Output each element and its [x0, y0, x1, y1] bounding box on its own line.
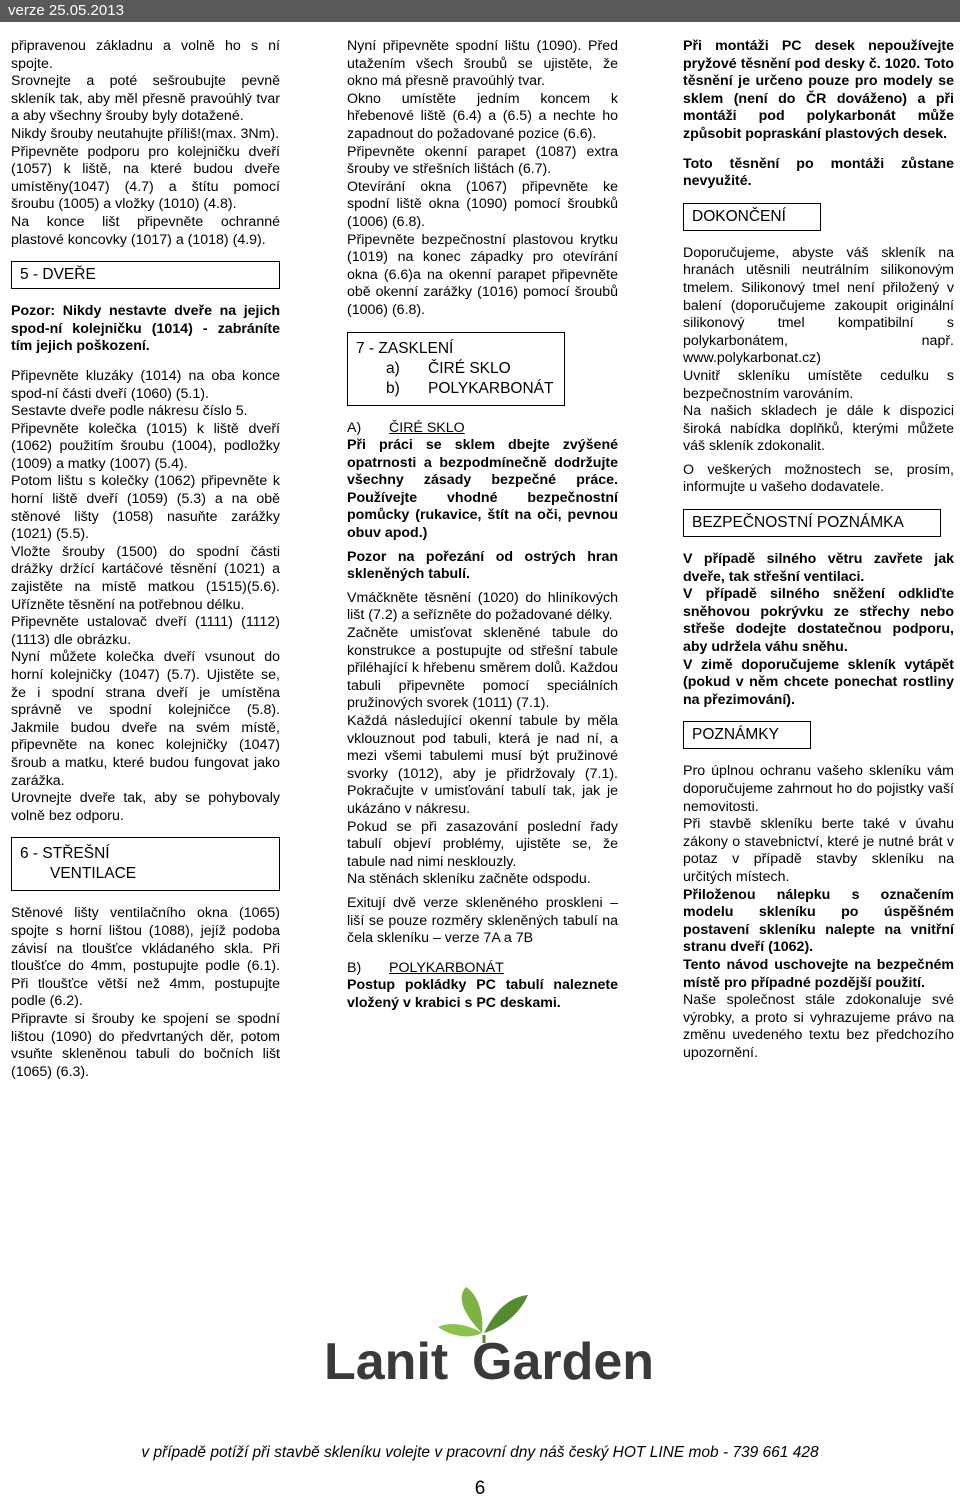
section-7-title: 7 - ZASKLENÍ — [356, 339, 454, 357]
paragraph: Sestavte dveře podle nákresu číslo 5. — [11, 403, 248, 420]
paragraph: Okno umístěte jedním koncem k hřebenové liště (6.4) a (6.5) a nechte ho zapadnout do požadované pozice (6.6). — [347, 90, 618, 142]
paragraph: Při stavbě skleníku berte také v úvahu zákony o stavebnictví, které je nutné brát v potaz v případě stavby skleníku na určitých místech. — [683, 816, 954, 885]
page-number: 6 — [474, 1478, 486, 1499]
paragraph: Připevněte kluzáky (1014) na oba konce spod-ní části dveří (1060) (5.1). — [11, 367, 280, 402]
paragraph: Doporučujeme, abyste váš skleník na hranách utěsnili neutrálním silikonovým tmelem. Silikonový tmel není přiložený v balení (doporučujeme zakoupit originální silikonový tmel kompatibilní s polykarbonátem, např. www.polykarbonat.cz) — [683, 244, 954, 367]
subsection-a-label: A) — [347, 419, 362, 436]
lanitgarden-logo — [314, 1285, 654, 1385]
version-label: verze 25.05.2013 — [8, 2, 124, 19]
paragraph: Potom lištu s kolečky (1062) připevněte k horní liště dveří (1059) (5.3) a na obě stěnové lišty (1058) nasuňte zarážky (1021) (5.5). — [11, 473, 280, 543]
notes-title: POZNÁMKY — [692, 726, 779, 744]
glass-safety-note: Při práci se sklem dbejte zvýšené opatrnosti a bezpodmínečně dodržujte všechny zásady bezpečné práce. Používejte vhodné bezpečnostní pomůcky (rukavice, štít na oči, pevnou obuv apod.) — [347, 437, 618, 542]
column-1 — [11, 38, 280, 1081]
paragraph: Uvnitř skleníku umístěte cedulku s bezpečnostním varováním. — [683, 367, 954, 402]
paragraph: O veškerých možnostech se, prosím, informujte u vašeho dodavatele. — [683, 461, 954, 496]
paragraph: Na stěnách skleníku začněte odspodu. — [347, 871, 591, 888]
paragraph: Připevněte ustalovač dveří (1111) (1112) (1113) dle obrázku. — [11, 614, 280, 648]
safety-note-title: BEZPEČNOSTNÍ POZNÁMKA — [692, 514, 904, 532]
paragraph: Otevírání okna (1067) připevněte ke spodní liště okna (1090) pomocí šroubků (1006) (6.8). — [347, 178, 618, 230]
paragraph: Stěnové lišty ventilačního okna (1065) spojte s horní lištou (1088), jejíž podoba závisí na tloušťce vkládaného skla. Při tloušťce do 4mm, postupujte podle (6.1). Při tloušťce větší než 4mm, postupujte podle (6.2). — [11, 905, 280, 1010]
section-7-heading-box — [347, 332, 565, 406]
logo-graphic — [314, 1285, 654, 1385]
subsection-b-title: POLYKARBONÁT — [389, 959, 504, 976]
paragraph: Urovnejte dveře tak, aby se pohybovaly volně bez odporu. — [11, 790, 280, 824]
column-2 — [347, 38, 618, 1013]
section-5-heading-box — [11, 261, 280, 289]
notes-heading-box — [683, 721, 811, 749]
version-header-bar — [0, 0, 960, 22]
dokonceni-heading-box — [683, 203, 821, 231]
pc-seal-note: Při montáži PC desek nepoužívejte pryžové těsnění pod desky č. 1020. Toto těsnění je určeno pouze pro modely se sklem (není do ČR dováženo) a při montáži pod polykarbonát může způsobit popraskání plastových desek. — [683, 38, 954, 142]
paragraph: Každá následující okenní tabule by měla vklouznout pod tabuli, která je nad ní, a mezi všemi tabulemi musí být pružinové svorky (1012), aby je přidržovaly (7.1). Pokračujte v umisťování tabulí tak, jak je ukázáno v nákresu. — [347, 713, 618, 817]
paragraph: Na konce lišt připevněte ochranné plastové koncovky (1017) a (1018) (4.9). — [11, 213, 280, 248]
subsection-a-title: ČIRÉ SKLO — [389, 419, 465, 436]
pc-instructions-note: Postup pokládky PC tabulí naleznete vložený v krabici s PC deskami. — [347, 977, 618, 1011]
dokonceni-title: DOKONČENÍ — [692, 207, 786, 225]
snow-warning: V případě silného sněžení odkliďte sněhovou pokrývku ze střechy nebo střeše dodejte dostatečnou podporu, aby udržela váhu sněhu. — [683, 586, 954, 656]
paragraph: Vmáčkněte těsnění (1020) do hliníkových lišt (7.2) a seřízněte do požadované délky. — [347, 589, 618, 624]
paragraph: Připevněte kolečka (1015) k liště dveří (1062) použitím šroubu (1004), podložky (1009) a matky (1007) (5.4). — [11, 420, 280, 472]
section-5-title: 5 - DVEŘE — [20, 266, 96, 284]
safety-note-heading-box — [683, 509, 941, 537]
paragraph: Srovnejte a poté sešroubujte pevně skleník tak, aby měl přesně pravoúhlý tvar a aby všechny šrouby byly dotažené. — [11, 73, 280, 125]
hotline-footer: v případě potíží při stavbě skleníku volejte v pracovní dny náš český HOT LINE mob - 739 661 428 — [141, 1444, 819, 1461]
glass-cut-warning: Pozor na pořezání od ostrých hran skleněných tabulí. — [347, 548, 618, 583]
section-7-a-text: ČIRÉ SKLO — [428, 359, 511, 377]
wind-warning: V případě silného větru zavřete jak dveře, tak střešní ventilaci. — [683, 551, 954, 585]
sticker-note: Přiloženou nálepku s označením modelu skleníku po úspěšném postavení skleníku nalepte na vnitřní stranu dveří (1062). — [683, 886, 954, 956]
paragraph: Připravte si šrouby ke spojení se spodní lištou (1090) do předvrtaných děr, potom vsuňte skleněnou tabuli do bočních lišt (1065) (6.3). — [11, 1010, 280, 1080]
column-3 — [683, 38, 954, 1063]
paragraph: Připevněte okenní parapet (1087) extra šrouby ve střešních lištách (6.7). — [347, 143, 618, 178]
paragraph: Exitují dvě verze skleněného proskleni – liší se pouze rozměry skleněných tabulí na čela skleníku – verze 7A a 7B — [347, 894, 618, 947]
paragraph: Na našich skladech je dále k dispozici široká nabídka doplňků, kterými můžete váš skleník zdokonalit. — [683, 403, 954, 455]
paragraph: Vložte šrouby (1500) do spodní části drážky držící kartáčové těsnění (1021) a zajistěte na místě matkou (1515)(5.6). Uřízněte těsnění na potřebnou délku. — [11, 543, 280, 613]
subsection-b-label: B) — [347, 959, 362, 976]
paragraph: Začněte umisťovat skleněné tabule do konstrukce a postupujte od střešní tabule přiléhající k hřebenu směrem dolů. Každou tabuli připevněte pomocí speciálních pružinových svorek (1011) (7.1). — [347, 625, 618, 712]
logo-word-garden: Garden — [472, 1333, 654, 1385]
paragraph: Nyní připevněte spodní lištu (1090). Před utažením všech šroubů se ujistěte, že okno má přesně pravoúhlý tvar. — [347, 38, 618, 90]
paragraph: připravenou základnu a volně ho s ní spojte. — [11, 38, 280, 72]
section-7-b-label: b) — [386, 379, 400, 397]
section-6-heading-box — [11, 837, 280, 891]
section-7-b-text: POLYKARBONÁT — [428, 379, 554, 397]
winter-heating-note: V zimě doporučujeme skleník vytápět (pokud v něm chcete ponechat rostliny na přezimování). — [683, 656, 954, 708]
paragraph: Pro úplnou ochranu vašeho skleníku vám doporučujeme zahrnout ho do pojistky vaší nemovitosti. — [683, 763, 954, 815]
paragraph: Nikdy šrouby neutahujte příliš!(max. 3Nm). — [11, 125, 280, 142]
section-7-a-label: a) — [386, 359, 400, 377]
section-6-title-line2: VENTILACE — [50, 865, 137, 883]
keep-manual-note: Tento návod uschovejte na bezpečném místě pro případné pozdější použití. — [683, 956, 954, 991]
door-warning: Pozor: Nikdy nestavte dveře na jejich spod-ní kolejničku (1014) - zabráníte tím jejich poškození. — [11, 303, 280, 355]
paragraph: Naše společnost stále zdokonaluje své výrobky, a proto si vyhrazujeme právo na změnu uvedeného textu bez předchozího upozornění. — [683, 992, 954, 1061]
paragraph: Pokud se při zasazování poslední řady tabulí objeví problémy, ujistěte se, že tabule nad nimi nesklouzly. — [347, 818, 618, 870]
logo-word-lanit: Lanit — [324, 1333, 449, 1385]
pc-seal-unused-note: Toto těsnění po montáži zůstane nevyužité. — [683, 155, 954, 190]
paragraph: Připevněte podporu pro kolejničku dveří (1057) k liště, na které budou dveře umístěny(1047) (4.7) a štítu pomocí šroubu (1005) a vložky (1010) (4.8). — [11, 143, 280, 213]
section-6-title-line1: 6 - STŘEŠNÍ — [20, 845, 110, 863]
paragraph: Připevněte bezpečnostní plastovou krytku (1019) na konec západky pro otevírání okna (6.6)a na okenní parapet připevněte obě okenní zarážky (1016) pomocí šroubů (1006) (6.8). — [347, 231, 618, 318]
paragraph: Nyní můžete kolečka dveří vsunout do horní kolejničky (1047) (5.7). Ujistěte se, že i spodní strana dveří je umístěna správně ve spodní kolejničce (5.8). Jakmile budou dveře na svém místě, připevněte na konec kolejničky (1047) šroub a matku, které budou fungovat jako zarážka. — [11, 649, 280, 789]
